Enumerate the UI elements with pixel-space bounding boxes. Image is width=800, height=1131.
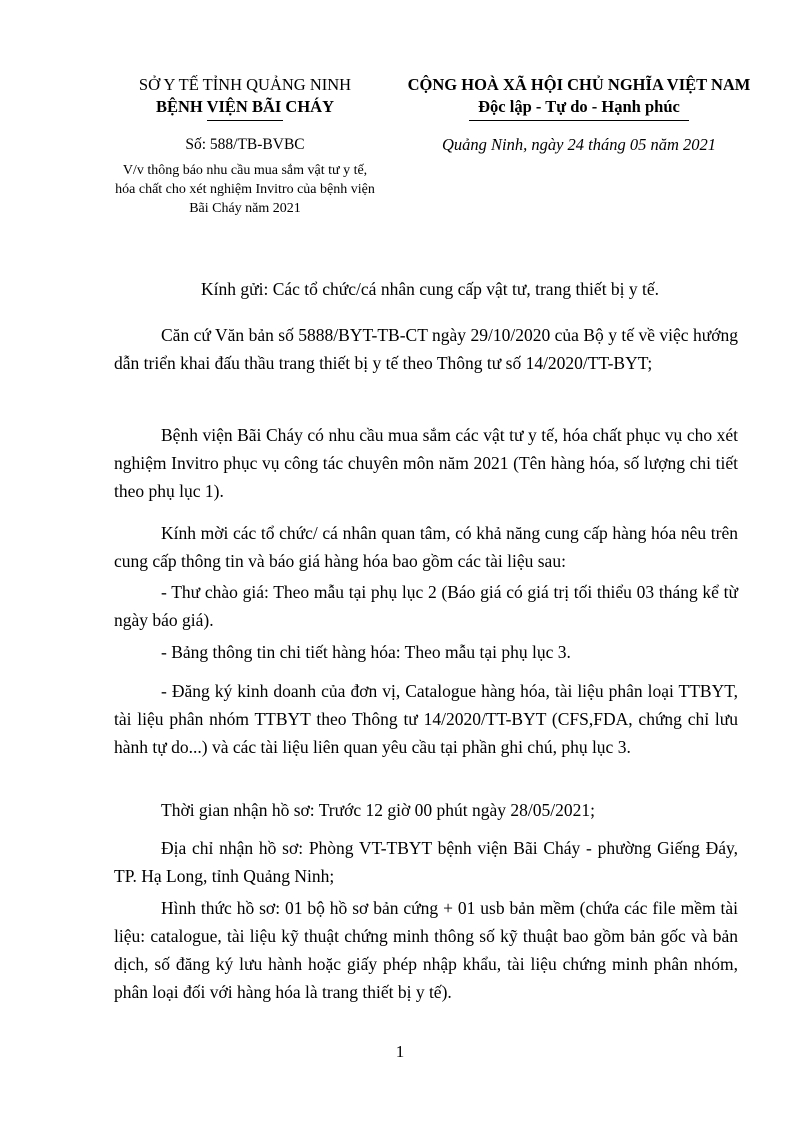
doc-number: Số: 588/TB-BVBC: [185, 136, 305, 153]
motto-underline: [469, 120, 689, 121]
paragraph-quotation-letter: - Thư chào giá: Theo mẫu tại phụ lục 2 (Báo giá có giá trị tối thiểu 03 tháng kể từ ngày báo giá).: [114, 582, 738, 630]
paragraph-legal-basis: Căn cứ Văn bản số 5888/BYT-TB-CT ngày 29/10/2020 của Bộ y tế về việc hướng dẫn triển khai đấu thầu trang thiết bị y tế theo Thông tư số 14/2020/TT-BYT;: [114, 325, 738, 373]
national-motto: Độc lập - Tự do - Hạnh phúc: [478, 97, 680, 116]
salutation: Kính gửi: Các tổ chức/cá nhân cung cấp vật tư, trang thiết bị y tế.: [201, 279, 660, 299]
page-number: 1: [395, 1042, 405, 1061]
paragraph-business-registration: - Đăng ký kinh doanh của đơn vị, Catalogue hàng hóa, tài liệu phân loại TTBYT, tài liệu phân nhóm TTBYT theo Thông tư 14/2020/TT-BYT (CFS,FDA, chứng chỉ lưu hành tự do...) và các tài liệu liên quan yêu cầu tại phần ghi chú, phụ lục 3.: [114, 681, 738, 757]
paragraph-submission-address: Địa chỉ nhận hồ sơ: Phòng VT-TBYT bệnh viện Bãi Cháy - phường Giếng Đáy, TP. Hạ Long, tỉnh Quảng Ninh;: [114, 838, 738, 886]
paragraph-submission-format: Hình thức hồ sơ: 01 bộ hồ sơ bản cứng + 01 usb bản mềm (chứa các file mềm tài liệu: catalogue, tài liệu kỹ thuật chứng minh thông số kỹ thuật bao gồm bản gốc và bản dịch, số đăng ký lưu hành hoặc giấy phép nhập khẩu, tài liệu chứng minh phân nhóm, phân loại đối với hàng hóa là trang thiết bị y tế).: [114, 898, 738, 1002]
paragraph-invitation: Kính mời các tổ chức/ cá nhân quan tâm, có khả năng cung cấp hàng hóa nêu trên cung cấp thông tin và báo giá hàng hóa bao gồm các tài liệu sau:: [114, 523, 738, 571]
org-name: BỆNH VIỆN BÃI CHÁY: [155, 97, 335, 116]
document-subject: V/v thông báo nhu cầu mua sắm vật tư y tế, hóa chất cho xét nghiệm Invitro của bệnh viện Bãi Cháy năm 2021: [115, 163, 375, 216]
org-underline: [207, 120, 283, 121]
org-parent: SỞ Y TẾ TỈNH QUẢNG NINH: [138, 75, 352, 94]
paragraph-goods-info-table: - Bảng thông tin chi tiết hàng hóa: Theo mẫu tại phụ lục 3.: [161, 642, 571, 662]
nation-title: CỘNG HOÀ XÃ HỘI CHỦ NGHĨA VIỆT NAM: [407, 75, 751, 94]
paragraph-purchase-need: Bệnh viện Bãi Cháy có nhu cầu mua sắm các vật tư y tế, hóa chất phục vụ cho xét nghiệm Invitro phục vụ công tác chuyên môn năm 2021 (Tên hàng hóa, số lượng chi tiết theo phụ lục 1).: [114, 425, 738, 501]
paragraph-deadline: Thời gian nhận hồ sơ: Trước 12 giờ 00 phút ngày 28/05/2021;: [161, 800, 595, 820]
place-date: Quảng Ninh, ngày 24 tháng 05 năm 2021: [441, 135, 717, 154]
